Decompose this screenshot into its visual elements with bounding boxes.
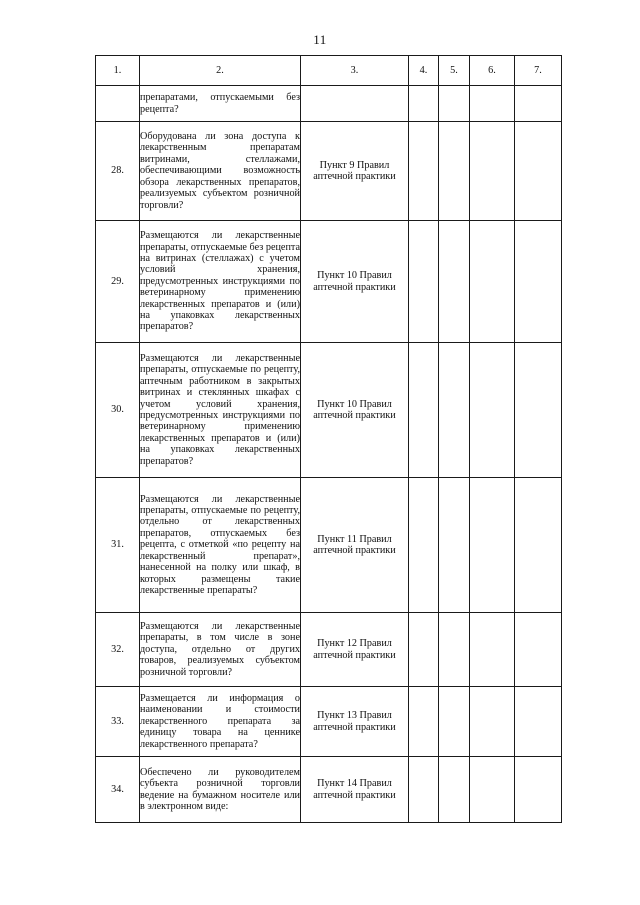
answer-cell	[515, 343, 562, 478]
row-reference: Пункт 12 Правил аптечной практики	[301, 613, 409, 687]
table-row	[96, 343, 562, 478]
row-number: 33.	[96, 687, 140, 757]
answer-cell	[439, 478, 470, 613]
table-row	[96, 221, 562, 343]
answer-cell	[470, 478, 515, 613]
answer-cell	[409, 757, 439, 823]
table-row	[96, 478, 562, 613]
answer-cell	[439, 221, 470, 343]
table-row	[96, 86, 562, 122]
row-reference: Пункт 9 Правил аптечной практики	[301, 122, 409, 221]
row-question: Оборудована ли зона доступа к лекарственным препаратам витринами, стеллажами, обеспечивающими возможность обзора лекарственных препаратов, реализуемых субъектом розничной торговли?	[140, 122, 301, 221]
answer-cell	[470, 122, 515, 221]
row-question: Размещается ли информация о наименовании и стоимости лекарственного препарата за единицу товара на ценнике лекарственного препарата?	[140, 687, 301, 757]
row-number: 29.	[96, 221, 140, 343]
answer-cell	[515, 613, 562, 687]
row-number: 34.	[96, 757, 140, 823]
answer-cell	[409, 613, 439, 687]
answer-cell	[439, 343, 470, 478]
row-reference: Пункт 10 Правил аптечной практики	[301, 343, 409, 478]
column-header: 2.	[140, 56, 301, 86]
checklist-table	[95, 55, 562, 823]
row-reference: Пункт 13 Правил аптечной практики	[301, 687, 409, 757]
table-row	[96, 757, 562, 823]
answer-cell	[470, 221, 515, 343]
row-question: Размещаются ли лекарственные препараты, отпускаемые по рецепту, аптечным работником в закрытых витринах и стеклянных шкафах с учетом условий хранения, предусмотренных инструкциями по ветеринарному применению лекарственных препаратов и (или) на упаковках лекарственных препаратов?	[140, 343, 301, 478]
answer-cell	[439, 122, 470, 221]
page-number: 11	[313, 32, 327, 47]
table-row	[96, 613, 562, 687]
answer-cell	[409, 478, 439, 613]
row-reference: Пункт 10 Правил аптечной практики	[301, 221, 409, 343]
row-reference	[301, 86, 409, 122]
answer-cell	[515, 122, 562, 221]
answer-cell	[470, 86, 515, 122]
answer-cell	[409, 687, 439, 757]
answer-cell	[515, 757, 562, 823]
answer-cell	[470, 343, 515, 478]
answer-cell	[409, 86, 439, 122]
row-number: 31.	[96, 478, 140, 613]
table-row	[96, 687, 562, 757]
row-question: Размещаются ли лекарственные препараты, отпускаемые без рецепта на витринах (стеллажах) с учетом условий хранения, предусмотренных инструкциями по ветеринарному применению лекарственных препаратов и (или) на упаковках лекарственных препаратов?	[140, 221, 301, 343]
row-number: 32.	[96, 613, 140, 687]
column-header: 5.	[439, 56, 470, 86]
column-header: 3.	[301, 56, 409, 86]
column-header: 7.	[515, 56, 562, 86]
row-reference: Пункт 14 Правил аптечной практики	[301, 757, 409, 823]
answer-cell	[515, 687, 562, 757]
row-question: препаратами, отпускаемыми без рецепта?	[140, 86, 301, 122]
header-row	[96, 56, 562, 86]
answer-cell	[470, 687, 515, 757]
row-question: Обеспечено ли руководителем субъекта розничной торговли ведение на бумажном носителе или в электронном виде:	[140, 757, 301, 823]
row-number: 30.	[96, 343, 140, 478]
table-row	[96, 122, 562, 221]
answer-cell	[439, 757, 470, 823]
row-question: Размещаются ли лекарственные препараты, отпускаемые по рецепту, отдельно от лекарственных препаратов, отпускаемых без рецепта, с отметкой «по рецепту на лекарственный препарат», нанесенной на полку или шкаф, в которых размещены такие лекарственные препараты?	[140, 478, 301, 613]
answer-cell	[515, 478, 562, 613]
answer-cell	[409, 221, 439, 343]
column-header: 1.	[96, 56, 140, 86]
row-number	[96, 86, 140, 122]
column-header: 6.	[470, 56, 515, 86]
answer-cell	[409, 343, 439, 478]
answer-cell	[470, 757, 515, 823]
answer-cell	[515, 86, 562, 122]
answer-cell	[439, 687, 470, 757]
row-number: 28.	[96, 122, 140, 221]
answer-cell	[439, 613, 470, 687]
row-question: Размещаются ли лекарственные препараты, в том числе в зоне доступа, отдельно от других товаров, реализуемых субъектом розничной торговли?	[140, 613, 301, 687]
row-reference: Пункт 11 Правил аптечной практики	[301, 478, 409, 613]
column-header: 4.	[409, 56, 439, 86]
answer-cell	[439, 86, 470, 122]
answer-cell	[515, 221, 562, 343]
answer-cell	[470, 613, 515, 687]
answer-cell	[409, 122, 439, 221]
